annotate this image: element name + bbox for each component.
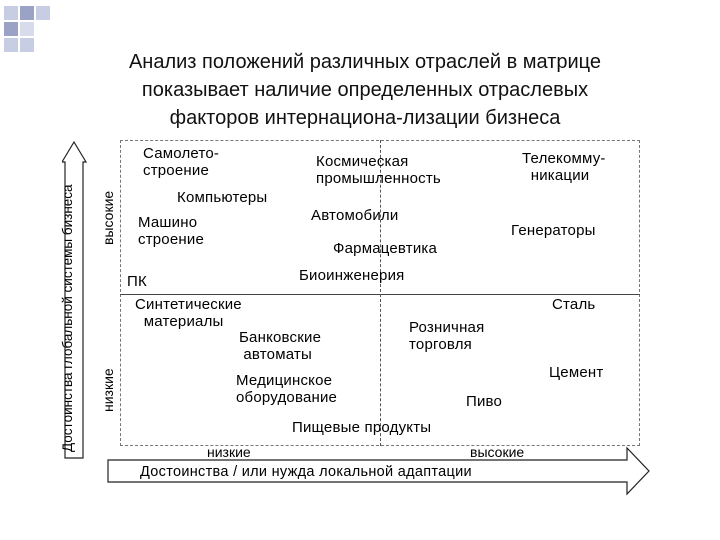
industry-bioeng: Биоинженерия [299, 267, 405, 284]
industry-beer: Пиво [466, 393, 503, 410]
industry-autos: Автомобили [311, 207, 399, 224]
industry-space: Космическая промышленность [316, 153, 441, 187]
industry-atm: Банковские автоматы [239, 329, 322, 363]
y-axis-label: Достоинства глобальной системы бизнеса [60, 184, 75, 452]
corner-square [20, 22, 34, 36]
industry-pharma: Фармацевтика [333, 240, 438, 257]
corner-square [20, 6, 34, 20]
industry-generators: Генераторы [511, 222, 596, 239]
industry-aircraft: Самолето- строение [143, 145, 220, 179]
corner-square [36, 6, 50, 20]
corner-square [4, 38, 18, 52]
title-line: Анализ положений различных отраслей в матрице [128, 51, 602, 73]
industry-computers: Компьютеры [177, 189, 268, 206]
corner-square [20, 38, 34, 52]
industry-steel: Сталь [552, 296, 596, 313]
x-axis-high-label: высокие [470, 444, 525, 460]
y-axis-low-label: низкие [100, 368, 116, 412]
industry-food: Пищевые продукты [292, 419, 432, 436]
corner-square [4, 22, 18, 36]
industry-machinery: Машино строение [138, 214, 205, 248]
x-axis-label: Достоинства / или нужда локальной адаптации [140, 464, 472, 480]
industry-cement: Цемент [549, 364, 604, 381]
slide-title [40, 48, 690, 132]
industry-retail: Розничная торговля [409, 319, 485, 353]
title-line: факторов интернациона-лизации бизнеса [169, 107, 561, 129]
x-axis-low-label: низкие [207, 444, 251, 460]
corner-square [4, 6, 18, 20]
title-line: показывает наличие определенных отраслевых [141, 79, 589, 101]
industry-telecom: Телекомму- никации [522, 150, 606, 184]
industry-synthetics: Синтетические материалы [135, 296, 242, 330]
industry-pc: ПК [127, 273, 147, 290]
y-axis-high-label: высокие [100, 190, 116, 245]
industry-medical: Медицинское оборудование [236, 372, 338, 406]
